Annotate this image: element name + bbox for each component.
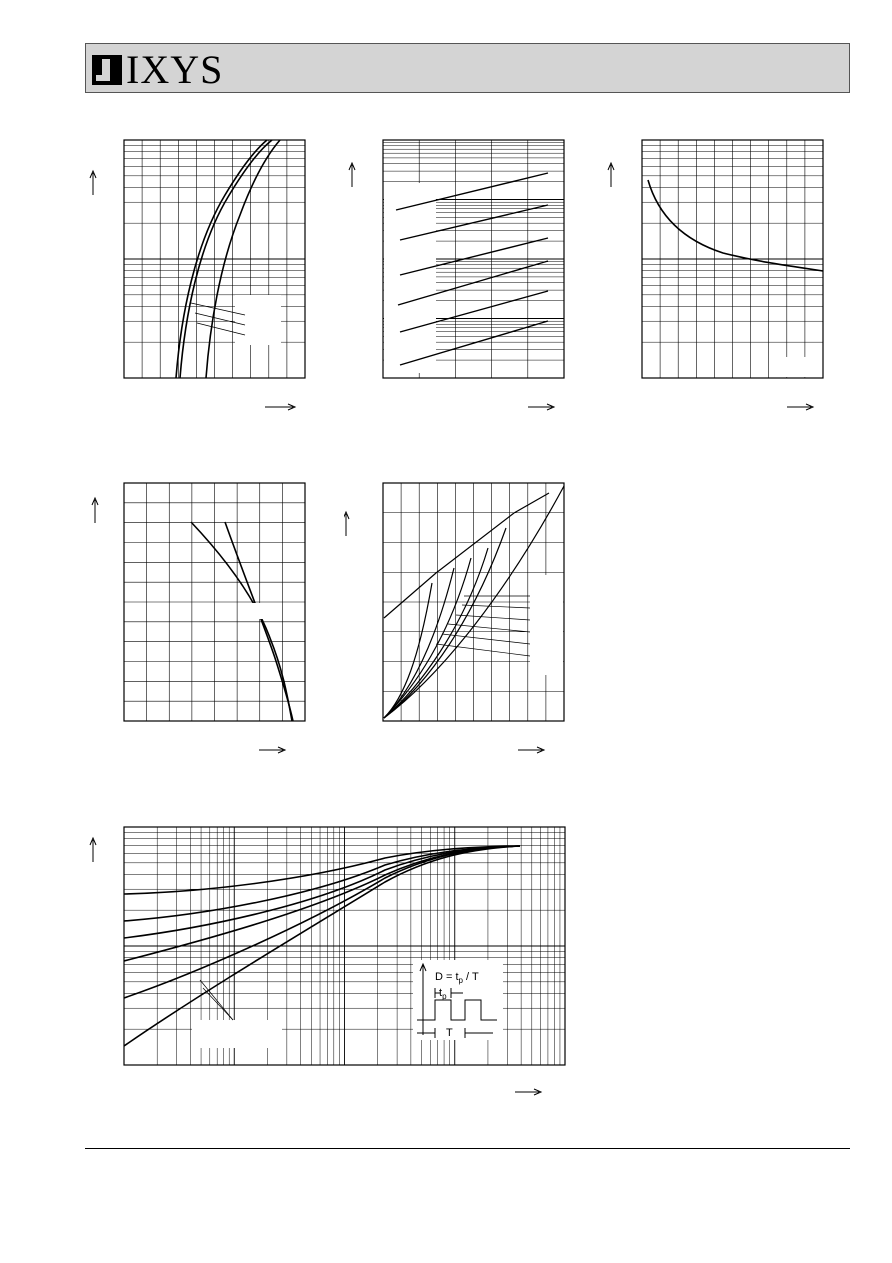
curve-D4 <box>124 846 520 961</box>
curve-D3 <box>124 846 520 938</box>
curve-a <box>191 522 292 721</box>
logo-mark-icon <box>92 53 122 87</box>
tp-label: $t_p$ <box>439 987 447 1001</box>
plot-1 <box>85 135 315 420</box>
duty-formula: $D = t_p / T$ <box>435 971 479 985</box>
ixys-logo <box>92 47 224 92</box>
curve-decay <box>648 180 823 271</box>
plot-3 <box>603 135 833 420</box>
plot-5 <box>344 478 574 763</box>
curve-b <box>225 522 293 721</box>
footer-rule <box>85 1148 850 1149</box>
plot-4 <box>85 478 315 763</box>
plot-6 <box>85 820 575 1105</box>
period-label: T <box>446 1027 453 1039</box>
page-header <box>85 43 850 93</box>
logo-text: IXYS <box>126 47 224 92</box>
curve-D2 <box>124 846 520 921</box>
plot-2 <box>344 135 574 420</box>
